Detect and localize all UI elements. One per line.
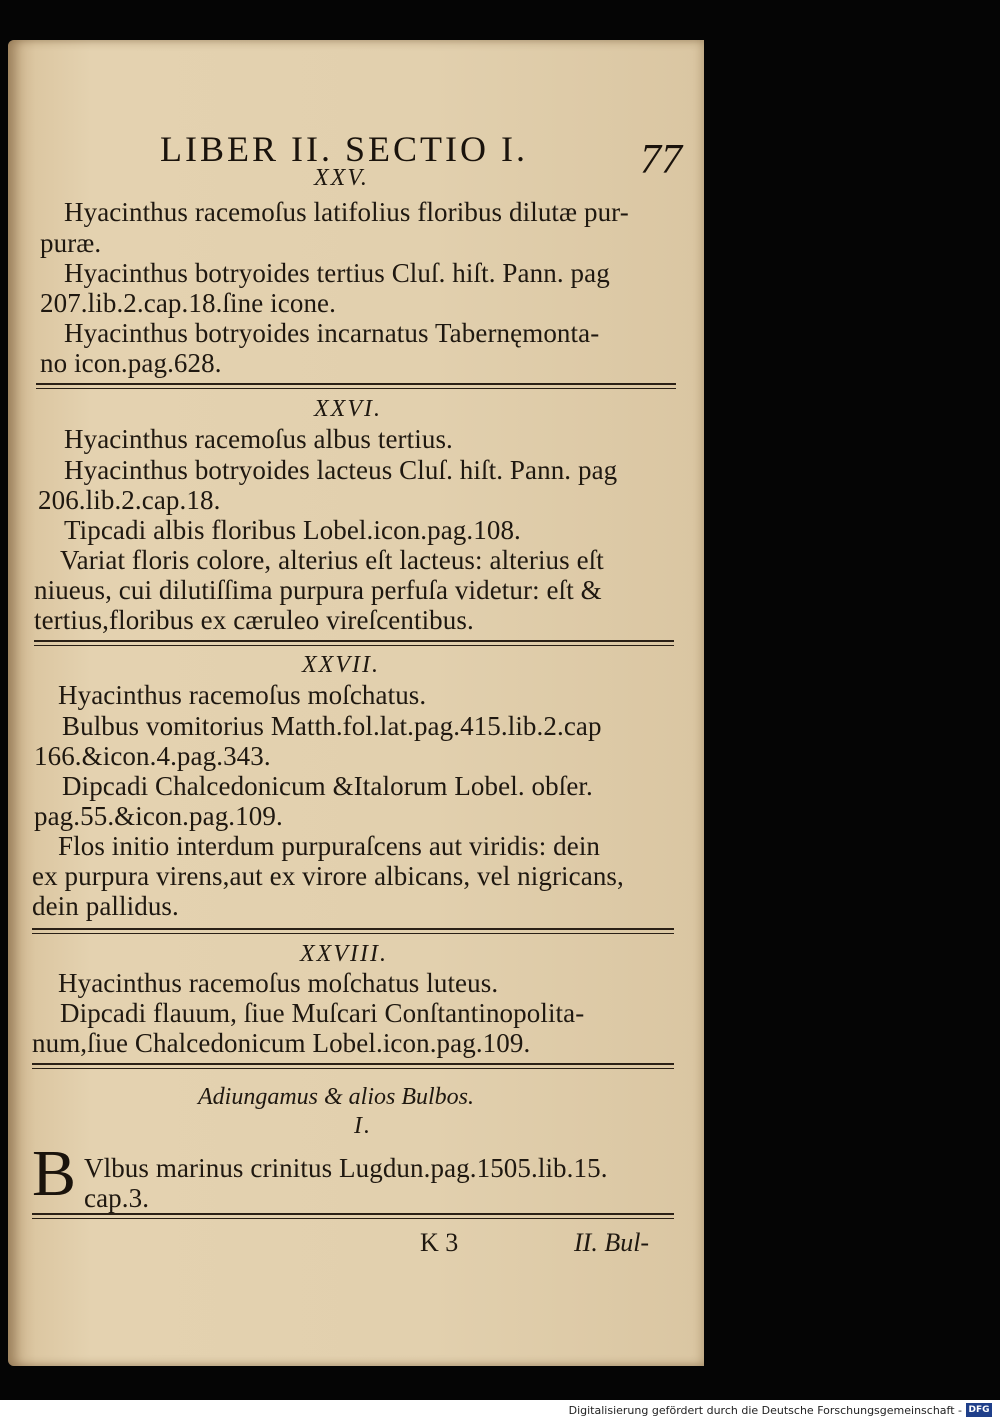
appendix-line: cap.3. <box>84 1183 150 1213</box>
entry-line: Hyacinthus racemoſus latifolius floribus dilutæ pur- <box>64 197 629 227</box>
entry-line: Dipcadi flauum, ſiue Muſcari Conſtantinopolita- <box>60 998 585 1028</box>
dfg-logo: DFG <box>966 1403 992 1417</box>
section-rule <box>32 928 674 934</box>
entry-line: Hyacinthus racemoſus moſchatus luteus. <box>58 968 499 998</box>
entry-line: Hyacinthus racemoſus moſchatus. <box>58 680 427 710</box>
page-number: 77 <box>640 137 682 183</box>
entry-line: Hyacinthus botryoides lacteus Cluſ. hiſt. Pann. pag <box>64 455 618 485</box>
entry-line: ex purpura virens,aut ex virore albicans, vel nigricans, <box>32 861 624 891</box>
entry-line: Tipcadi albis floribus Lobel.icon.pag.108. <box>64 515 521 545</box>
entry-line: 207.lib.2.cap.18.ſine icone. <box>40 288 336 318</box>
entry-line: Hyacinthus racemoſus albus tertius. <box>64 424 453 454</box>
entry-line: dein pallidus. <box>32 891 179 921</box>
section-rule <box>32 1213 674 1219</box>
entry-line: no icon.pag.628. <box>40 348 222 378</box>
signature-mark: K 3 <box>420 1228 459 1257</box>
entry-line: Hyacinthus botryoides incarnatus Tabernęmonta- <box>64 318 600 348</box>
entry-line: tertius,floribus ex cæruleo vireſcentibus. <box>34 605 474 635</box>
catchword: II. Bul- <box>574 1228 650 1257</box>
drop-capital: B <box>32 1137 77 1210</box>
entry-line: 166.&icon.4.pag.343. <box>34 741 271 771</box>
appendix-line: Vlbus marinus crinitus Lugdun.pag.1505.lib.15. <box>84 1153 608 1183</box>
entry-line: 206.lib.2.cap.18. <box>38 485 221 515</box>
entry-numeral: XXVII. <box>302 652 380 678</box>
entry-line: Variat floris colore, alterius eſt lacteus: alterius eſt <box>60 545 604 575</box>
section-rule <box>36 383 676 389</box>
entry-line: Bulbus vomitorius Matth.fol.lat.pag.415.lib.2.cap <box>62 711 602 741</box>
appendix-heading: Adiungamus & alios Bulbos. <box>198 1084 475 1110</box>
entry-numeral: XXVI. <box>314 396 382 422</box>
entry-line: pag.55.&icon.pag.109. <box>34 801 283 831</box>
entry-line: num,ſiue Chalcedonicum Lobel.icon.pag.109. <box>32 1028 531 1058</box>
section-rule <box>34 640 674 646</box>
section-rule <box>32 1063 674 1069</box>
entry-line: puræ. <box>40 228 102 258</box>
entry-numeral: XXV. <box>314 165 369 191</box>
digitization-credit: Digitalisierung gefördert durch die Deutsche Forschungsgemeinschaft - <box>568 1404 962 1417</box>
entry-numeral: XXVIII. <box>300 941 388 967</box>
entry-line: niueus, cui dilutiſſima purpura perfuſa videtur: eſt & <box>34 575 602 605</box>
running-head: LIBER II. SECTIO I. <box>160 129 528 169</box>
entry-line: Hyacinthus botryoides tertius Cluſ. hiſt. Pann. pag <box>64 258 610 288</box>
entry-line: Dipcadi Chalcedonicum &Italorum Lobel. obſer. <box>62 771 593 801</box>
appendix-numeral: I. <box>354 1113 372 1139</box>
entry-line: Flos initio interdum purpuraſcens aut viridis: dein <box>58 831 601 861</box>
